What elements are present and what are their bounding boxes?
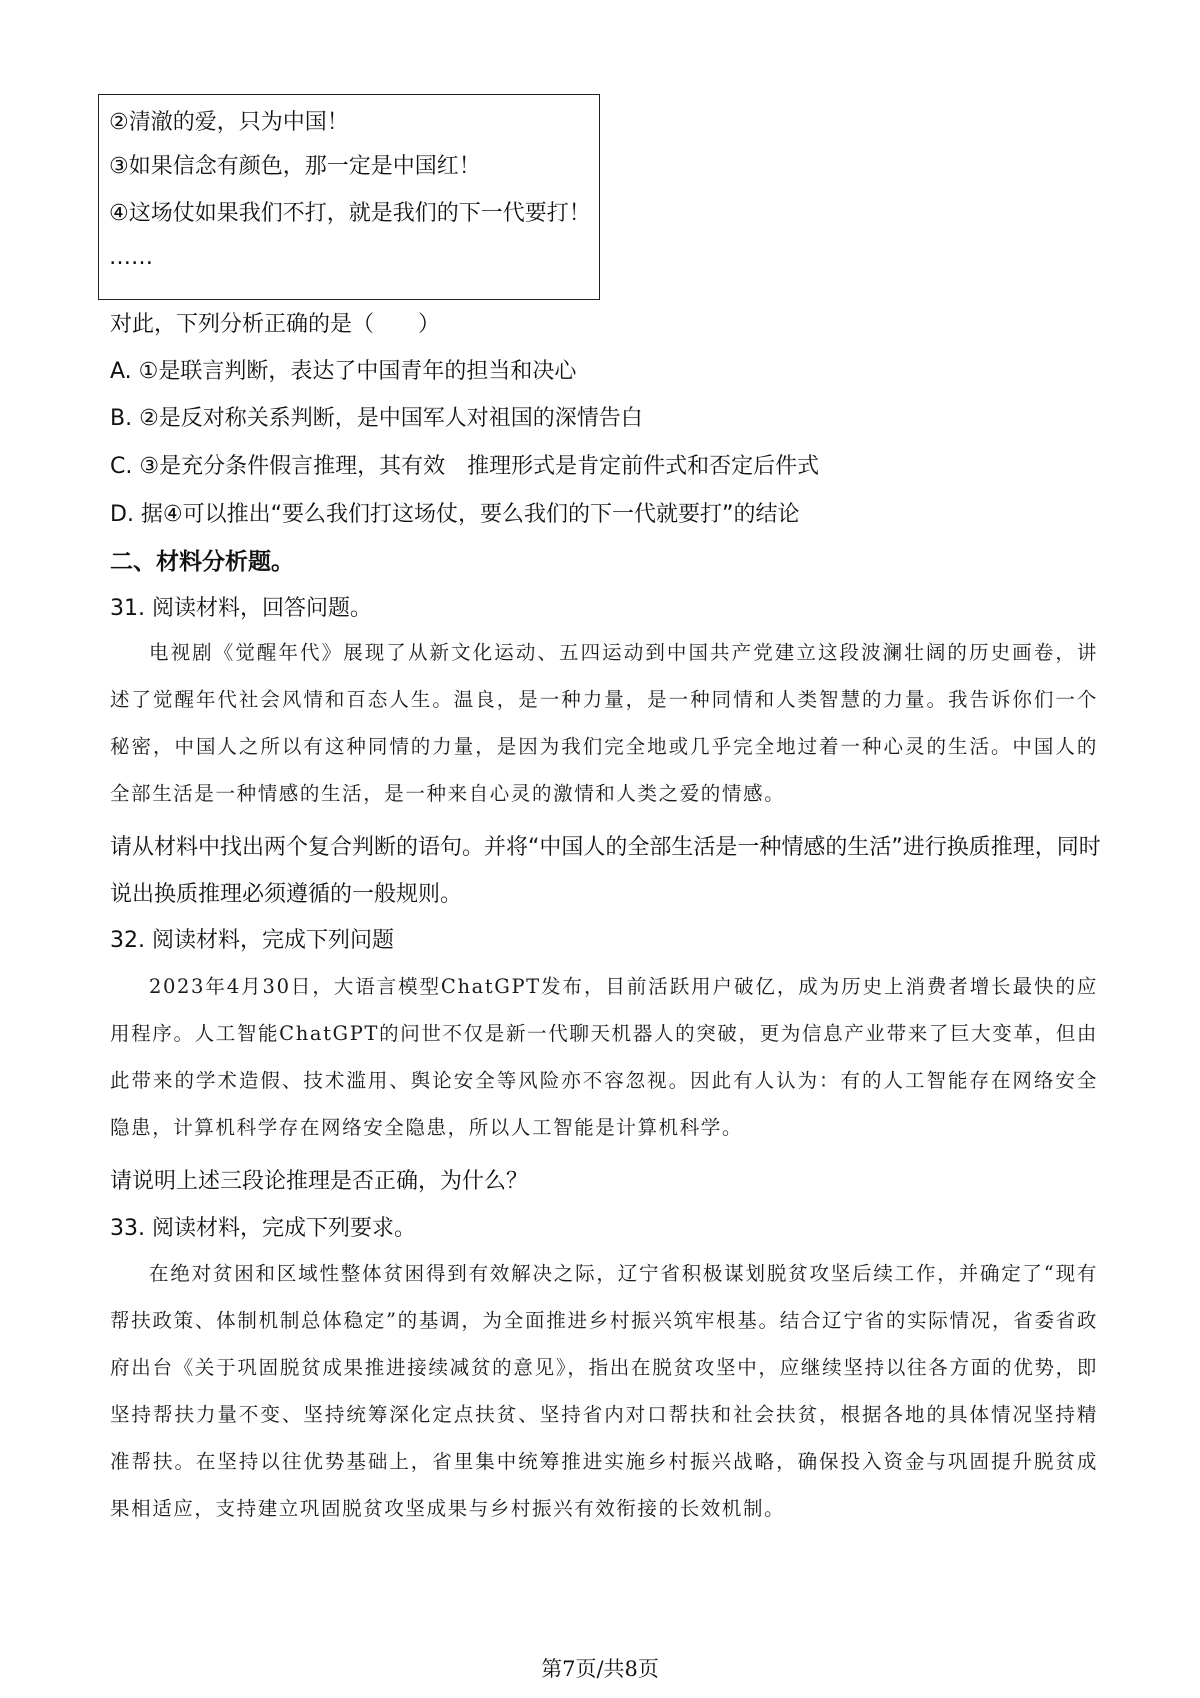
q32-title: 32. 阅读材料，完成下列问题	[110, 928, 394, 953]
q32-question: 请说明上述三段论推理是否正确，为什么？	[110, 1169, 529, 1194]
q30-option-a: A. ①是联言判断，表达了中国青年的担当和决心	[110, 359, 577, 384]
quote-box	[98, 94, 600, 300]
q30-option-b: B. ②是反对称关系判断，是中国军人对祖国的深情告白	[110, 406, 643, 431]
q33-title: 33. 阅读材料，完成下列要求。	[110, 1216, 416, 1241]
quote-line-2: ②清澈的爱，只为中国！	[109, 110, 349, 135]
q30-option-c: C. ③是充分条件假言推理，其有效 推理形式是肯定前件式和否定后件式	[110, 454, 820, 479]
q32-material: 2023年4月30日，大语言模型ChatGPT发布，目前活跃用户破亿，成为历史上消费者增长最快的应用程序。人工智能ChatGPT的问世不仅是新一代聊天机器人的突破，更为信息产业带来了巨大变革，但由此带来的学术造假、技术滥用、舆论安全等风险亦不容忽视。因此有人认为：有的人工智能存在网络安全隐患，计算机科学存在网络安全隐患，所以人工智能是计算机科学。	[110, 975, 1098, 1139]
quote-ellipsis: ……	[109, 245, 153, 270]
q31-question-line-2: 说出换质推理必须遵循的一般规则。	[110, 882, 463, 907]
section-heading: 二、材料分析题。	[110, 549, 294, 575]
quote-line-3: ③如果信念有颜色，那一定是中国红！	[109, 154, 481, 179]
q31-question-line-1: 请从材料中找出两个复合判断的语句。并将“中国人的全部生活是一种情感的生活”进行换质推理，同时	[110, 835, 1101, 860]
q33-material: 在绝对贫困和区域性整体贫困得到有效解决之际，辽宁省积极谋划脱贫攻坚后续工作，并确定了“现有帮扶政策、体制机制总体稳定”的基调，为全面推进乡村振兴筑牢根基。结合辽宁省的实际情况，省委省政府出台《关于巩固脱贫成果推进接续减贫的意见》，指出在脱贫攻坚中，应继续坚持以往各方面的优势，即坚持帮扶力量不变、坚持统筹深化定点扶贫、坚持省内对口帮扶和社会扶贫，根据各地的具体情况坚持精准帮扶。在坚持以往优势基础上，省里集中统筹推进实施乡村振兴战略，确保投入资金与巩固提升脱贫成果相适应，支持建立巩固脱贫攻坚成果与乡村振兴有效衔接的长效机制。	[110, 1262, 1098, 1520]
q31-material: 电视剧《觉醒年代》展现了从新文化运动、五四运动到中国共产党建立这段波澜壮阔的历史画卷，讲述了觉醒年代社会风情和百态人生。温良，是一种力量，是一种同情和人类智慧的力量。我告诉你们一个秘密，中国人之所以有这种同情的力量，是因为我们完全地或几乎完全地过着一种心灵的生活。中国人的全部生活是一种情感的生活，是一种来自心灵的激情和人类之爱的情感。	[110, 641, 1098, 805]
q31-title: 31. 阅读材料，回答问题。	[110, 596, 372, 621]
q30-option-d: D. 据④可以推出“要么我们打这场仗，要么我们的下一代就要打”的结论	[110, 502, 800, 527]
q30-stem: 对此，下列分析正确的是（ ）	[110, 312, 441, 337]
page-number: 第7页/共8页	[541, 1657, 659, 1681]
quote-line-4: ④这场仗如果我们不打，就是我们的下一代要打！	[109, 201, 591, 226]
